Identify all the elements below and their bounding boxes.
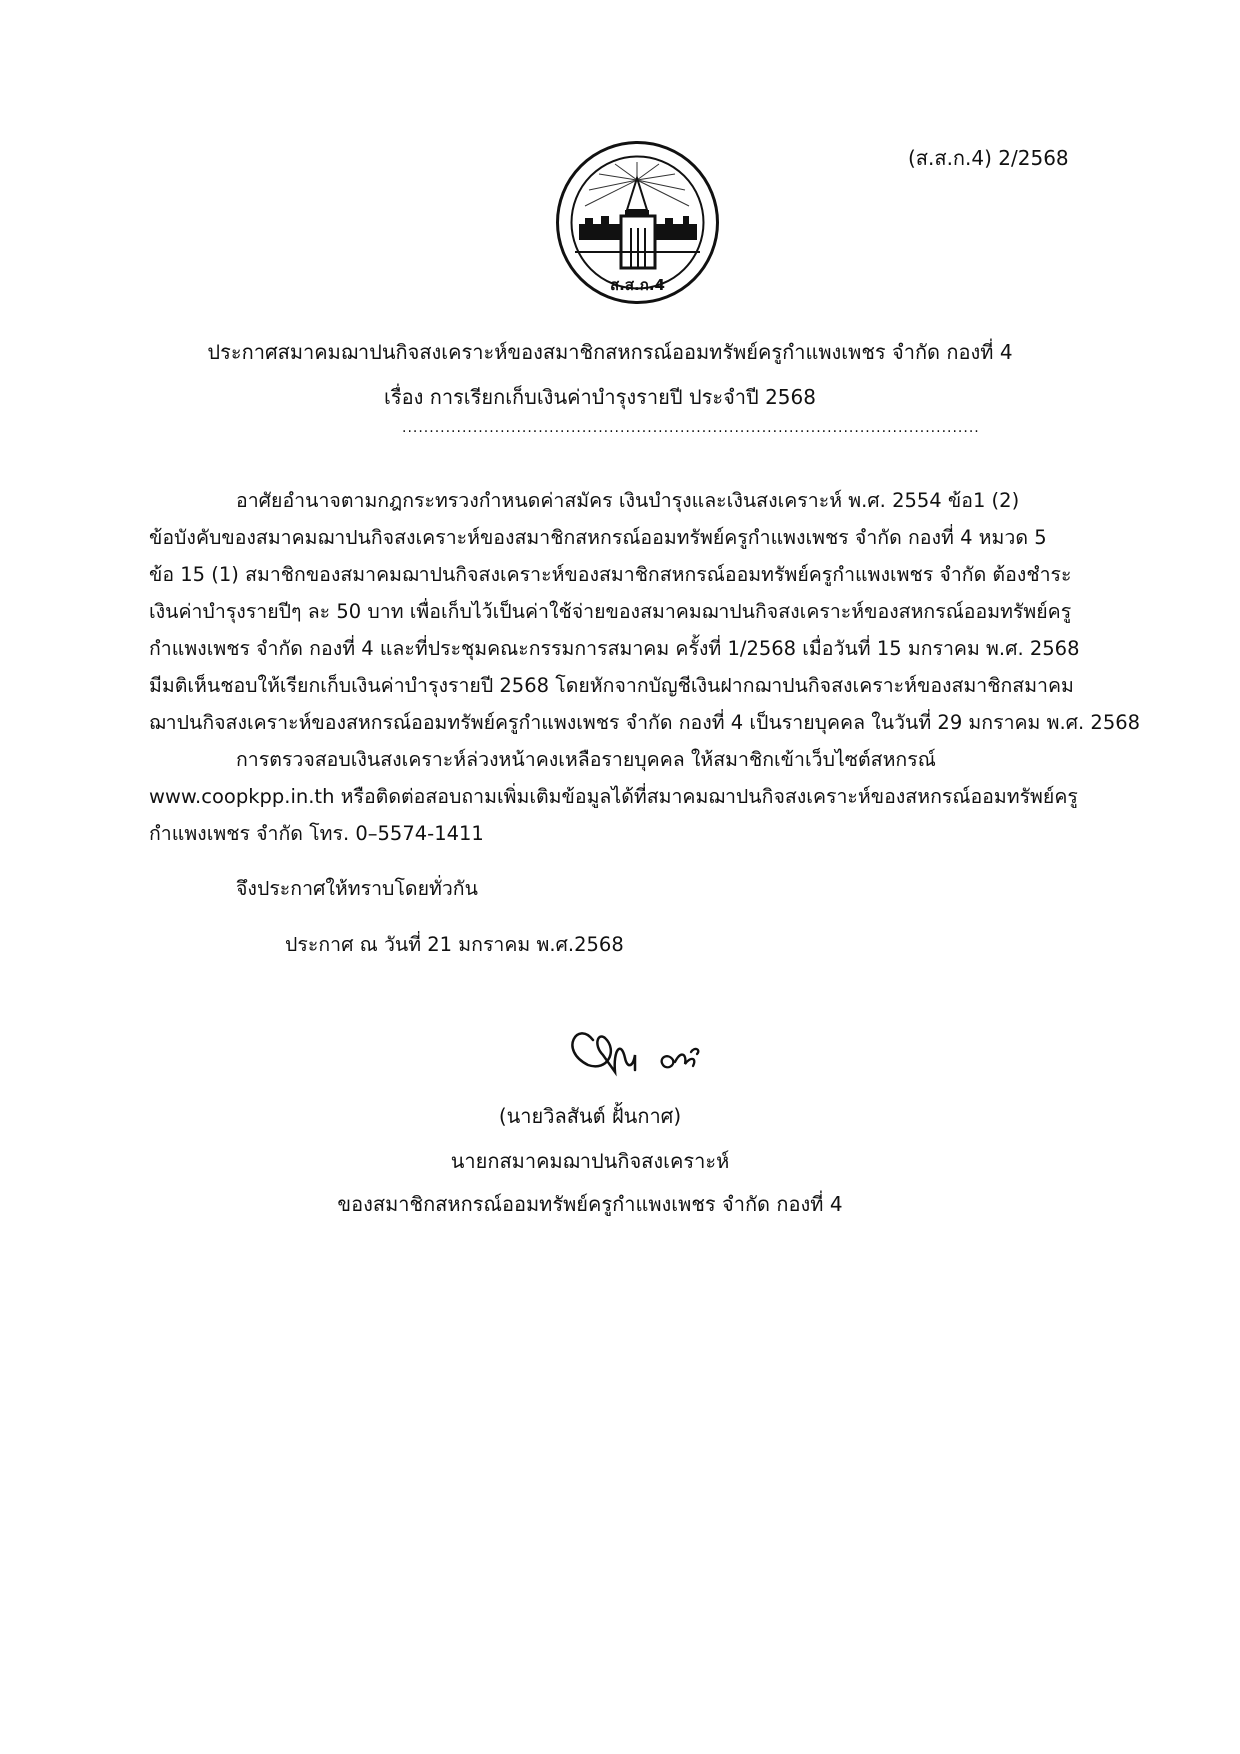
- announcement-date: ประกาศ ณ วันที่ 21 มกราคม พ.ศ.2568: [285, 933, 624, 956]
- document-number: (ส.ส.ก.4) 2/2568: [908, 146, 1069, 170]
- body-line: มีมติเห็นชอบให้เรียกเก็บเงินค่าบำรุงรายปี 2568 โดยหักจากบัญชีเงินฝากฌาปนกิจสงเคราะห์ของสมาชิกสมาคม: [149, 674, 1074, 697]
- body-line: กำแพงเพชร จำกัด กองที่ 4 และที่ประชุมคณะกรรมการสมาคม ครั้งที่ 1/2568 เมื่อวันที่ 15 มกราคม พ.ศ. 2568: [149, 637, 1080, 660]
- signer-organization: ของสมาชิกสหกรณ์ออมทรัพย์ครูกำแพงเพชร จำกัด กองที่ 4: [337, 1192, 843, 1216]
- announcement-title: ประกาศสมาคมฌาปนกิจสงเคราะห์ของสมาชิกสหกรณ์ออมทรัพย์ครูกำแพงเพชร จำกัด กองที่ 4: [207, 340, 1013, 364]
- announcement-subject: เรื่อง การเรียกเก็บเงินค่าบำรุงรายปี ประจำปี 2568: [384, 385, 816, 409]
- website-line: www.coopkpp.in.th หรือติดต่อสอบถามเพิ่มเติมข้อมูลได้ที่สมาคมฌาปนกิจสงเคราะห์ของสหกรณ์ออมทรัพย์ครู: [149, 785, 1078, 808]
- signer-title: นายกสมาคมฌาปนกิจสงเคราะห์: [450, 1149, 730, 1173]
- phone-line: กำแพงเพชร จำกัด โทร. 0–5574-1411: [149, 822, 484, 845]
- body-line: การตรวจสอบเงินสงเคราะห์ล่วงหน้าคงเหลือรายบุคคล ให้สมาชิกเข้าเว็บไซต์สหกรณ์: [236, 748, 936, 771]
- body-line: เงินค่าบำรุงรายปีๆ ละ 50 บาท เพื่อเก็บไว้เป็นค่าใช้จ่ายของสมาคมฌาปนกิจสงเคราะห์ของสหกรณ์ออมทรัพย์ครู: [149, 600, 1072, 623]
- signer-name: (นายวิลสันต์ ฝั้นกาศ): [498, 1104, 682, 1128]
- body-line: ฌาปนกิจสงเคราะห์ของสหกรณ์ออมทรัพย์ครูกำแพงเพชร จำกัด กองที่ 4 เป็นรายบุคคล ในวันที่ 29 มกราคม พ.ศ. 2568: [149, 711, 1141, 734]
- body-line: ข้อบังคับของสมาคมฌาปนกิจสงเคราะห์ของสมาชิกสหกรณ์ออมทรัพย์ครูกำแพงเพชร จำกัด กองที่ 4 หมวด 5: [149, 526, 1047, 549]
- signature: [563, 1010, 723, 1090]
- seal-label: ส.ส.ก.4: [610, 276, 665, 294]
- dotted-separator: ..........................................................................................................: [402, 420, 980, 436]
- closing-statement: จึงประกาศให้ทราบโดยทั่วกัน: [236, 877, 478, 900]
- body-line: อาศัยอำนาจตามกฎกระทรวงกำหนดค่าสมัคร เงินบำรุงและเงินสงเคราะห์ พ.ศ. 2554 ข้อ1 (2): [236, 489, 1020, 512]
- association-seal: [555, 140, 720, 305]
- body-line: ข้อ 15 (1) สมาชิกของสมาคมฌาปนกิจสงเคราะห์ของสมาชิกสหกรณ์ออมทรัพย์ครูกำแพงเพชร จำกัด ต้องชำระ: [149, 563, 1072, 586]
